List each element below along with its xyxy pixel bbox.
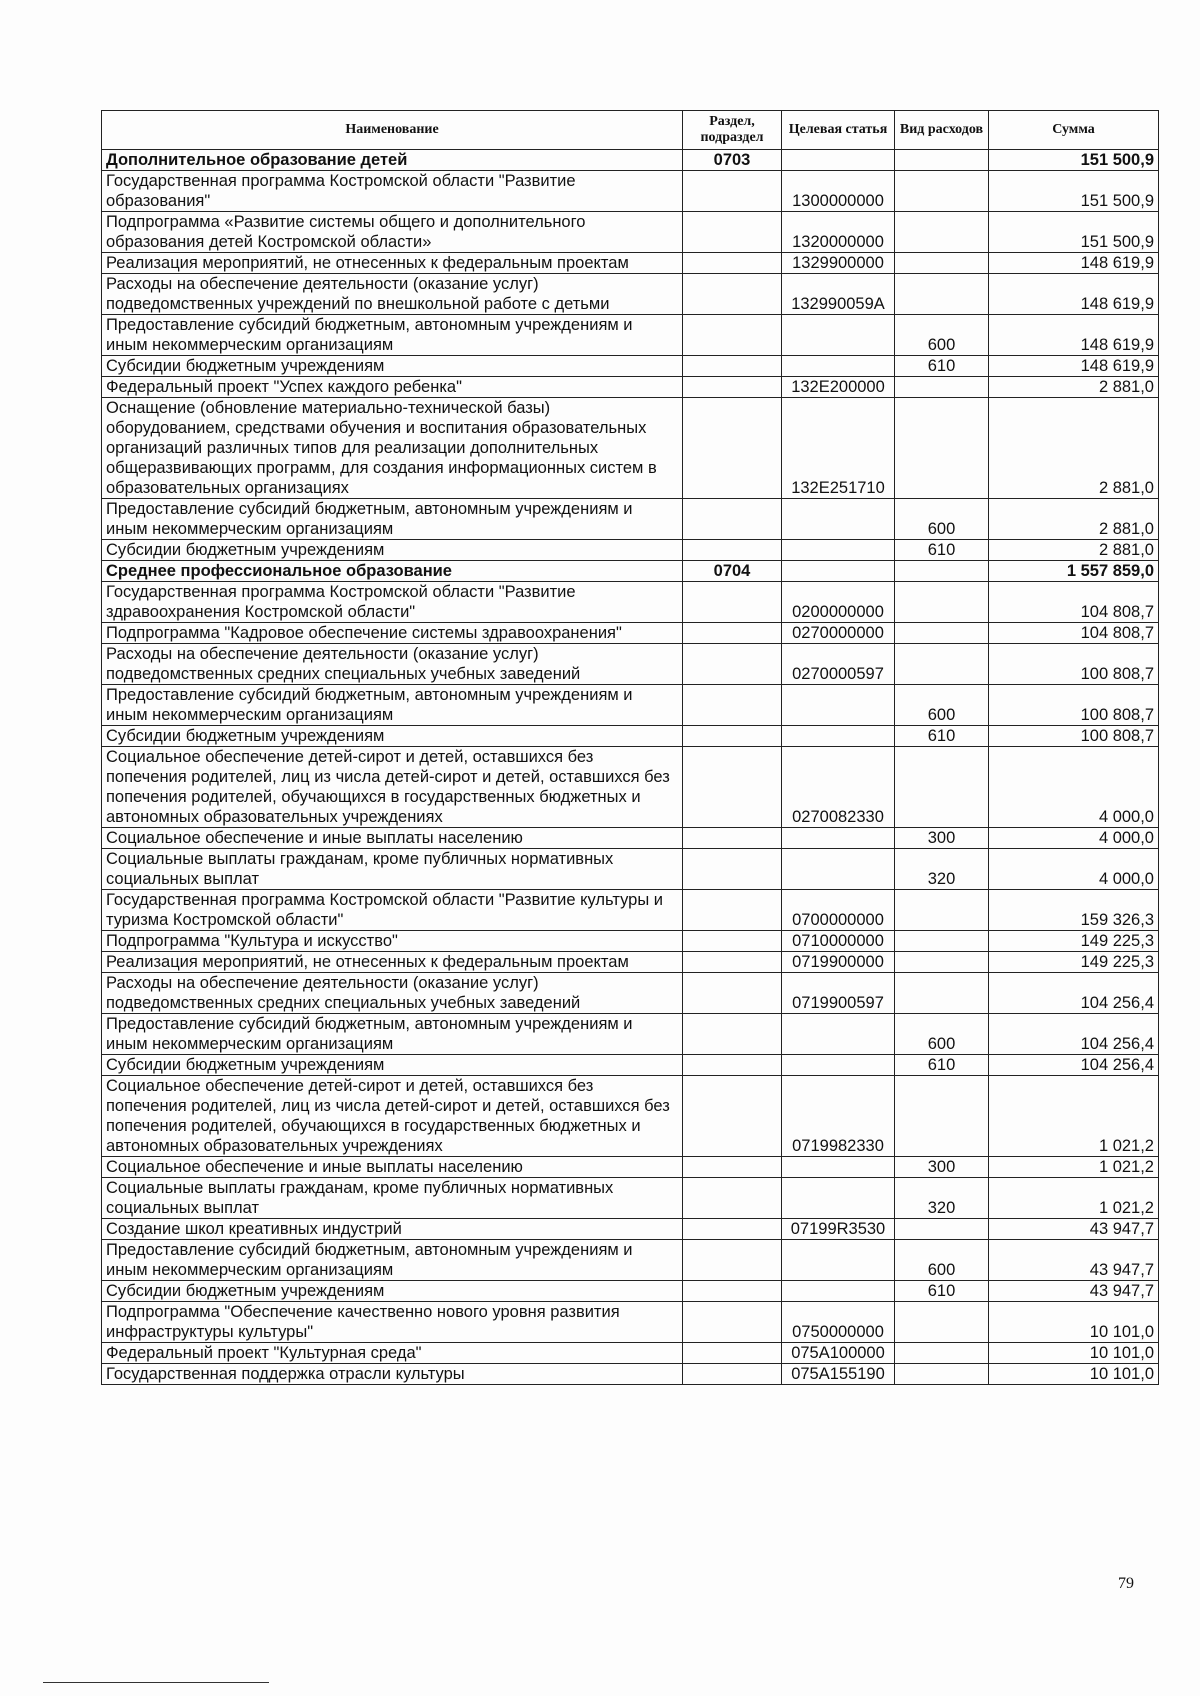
cell-section: [683, 1364, 782, 1385]
cell-section: [683, 1055, 782, 1076]
cell-name: Предоставление субсидий бюджетным, автономным учреждениям и иным некоммерческим организациям: [102, 499, 683, 540]
cell-name: Расходы на обеспечение деятельности (оказание услуг) подведомственных средних специальных учебных заведений: [102, 973, 683, 1014]
cell-section: [683, 828, 782, 849]
cell-section: [683, 747, 782, 828]
cell-sum: 151 500,9: [989, 171, 1159, 212]
table-header-row: [102, 111, 1159, 150]
cell-target: 07199R3530: [782, 1219, 895, 1240]
cell-name: Субсидии бюджетным учреждениям: [102, 726, 683, 747]
cell-name: Предоставление субсидий бюджетным, автономным учреждениям и иным некоммерческим организациям: [102, 1014, 683, 1055]
table-row: [102, 1343, 1159, 1364]
cell-name: Подпрограмма «Развитие системы общего и дополнительного образования детей Костромской области»: [102, 212, 683, 253]
cell-target: [782, 1240, 895, 1281]
cell-type: [895, 747, 989, 828]
cell-name: Социальное обеспечение и иные выплаты населению: [102, 828, 683, 849]
cell-sum: 148 619,9: [989, 315, 1159, 356]
cell-name: Государственная программа Костромской области "Развитие культуры и туризма Костромской области": [102, 890, 683, 931]
cell-type: [895, 890, 989, 931]
cell-name: Государственная программа Костромской области "Развитие образования": [102, 171, 683, 212]
cell-sum: 159 326,3: [989, 890, 1159, 931]
cell-name: Реализация мероприятий, не отнесенных к федеральным проектам: [102, 253, 683, 274]
cell-target: 1300000000: [782, 171, 895, 212]
cell-type: [895, 973, 989, 1014]
cell-type: [895, 398, 989, 499]
cell-section: [683, 274, 782, 315]
cell-type: [895, 1343, 989, 1364]
cell-type: 610: [895, 1281, 989, 1302]
table-row: [102, 1364, 1159, 1385]
cell-section: [683, 398, 782, 499]
cell-section: [683, 1178, 782, 1219]
cell-sum: 43 947,7: [989, 1240, 1159, 1281]
table-row: [102, 274, 1159, 315]
cell-section: [683, 356, 782, 377]
cell-target: 132990059А: [782, 274, 895, 315]
cell-type: [895, 1302, 989, 1343]
cell-target: 0719982330: [782, 1076, 895, 1157]
cell-section: [683, 644, 782, 685]
cell-name: Создание школ креативных индустрий: [102, 1219, 683, 1240]
cell-type: [895, 1364, 989, 1385]
cell-name: Дополнительное образование детей: [102, 150, 683, 171]
table-row: [102, 253, 1159, 274]
cell-sum: 149 225,3: [989, 952, 1159, 973]
cell-target: [782, 1157, 895, 1178]
cell-target: [782, 1055, 895, 1076]
cell-name: Социальное обеспечение и иные выплаты населению: [102, 1157, 683, 1178]
cell-sum: 104 256,4: [989, 1055, 1159, 1076]
cell-target: 132Е200000: [782, 377, 895, 398]
table-body: [102, 150, 1159, 1385]
table-row: [102, 1240, 1159, 1281]
table-row: [102, 1302, 1159, 1343]
cell-name: Подпрограмма "Культура и искусство": [102, 931, 683, 952]
cell-section: [683, 315, 782, 356]
cell-target: 075А155190: [782, 1364, 895, 1385]
cell-section: [683, 685, 782, 726]
table-row: [102, 726, 1159, 747]
cell-sum: 1 021,2: [989, 1178, 1159, 1219]
cell-type: [895, 561, 989, 582]
cell-sum: 10 101,0: [989, 1364, 1159, 1385]
cell-name: Среднее профессиональное образование: [102, 561, 683, 582]
cell-section: 0704: [683, 561, 782, 582]
budget-table: [101, 110, 1159, 1385]
page-number: 79: [1118, 1575, 1134, 1592]
cell-name: Государственная программа Костромской области "Развитие здравоохранения Костромской области": [102, 582, 683, 623]
table-row: [102, 212, 1159, 253]
cell-sum: 104 808,7: [989, 623, 1159, 644]
cell-name: Субсидии бюджетным учреждениям: [102, 1055, 683, 1076]
table-row: [102, 931, 1159, 952]
table-row: [102, 828, 1159, 849]
cell-type: 300: [895, 828, 989, 849]
cell-section: [683, 1302, 782, 1343]
header-section: Раздел, подраздел: [683, 111, 782, 150]
cell-type: 600: [895, 1240, 989, 1281]
table-row: [102, 623, 1159, 644]
cell-name: Реализация мероприятий, не отнесенных к федеральным проектам: [102, 952, 683, 973]
cell-type: [895, 253, 989, 274]
cell-name: Субсидии бюджетным учреждениям: [102, 1281, 683, 1302]
cell-section: [683, 499, 782, 540]
cell-name: Расходы на обеспечение деятельности (оказание услуг) подведомственных учреждений по внешкольной работе с детьми: [102, 274, 683, 315]
cell-target: [782, 1281, 895, 1302]
cell-sum: 104 808,7: [989, 582, 1159, 623]
cell-target: [782, 150, 895, 171]
table-row: [102, 356, 1159, 377]
cell-name: Социальные выплаты гражданам, кроме публичных нормативных социальных выплат: [102, 849, 683, 890]
cell-name: Государственная поддержка отрасли культуры: [102, 1364, 683, 1385]
cell-name: Социальное обеспечение детей-сирот и детей, оставшихся без попечения родителей, лиц из числа детей-сирот и детей, оставшихся без попечения родителей, обучающихся в государственных бюджетных и автономных образовательных учреждениях: [102, 747, 683, 828]
table-row: [102, 582, 1159, 623]
cell-target: 0700000000: [782, 890, 895, 931]
cell-type: [895, 171, 989, 212]
cell-sum: 4 000,0: [989, 849, 1159, 890]
cell-section: [683, 890, 782, 931]
cell-section: [683, 973, 782, 1014]
cell-target: [782, 356, 895, 377]
cell-name: Предоставление субсидий бюджетным, автономным учреждениям и иным некоммерческим организациям: [102, 1240, 683, 1281]
table-row: [102, 150, 1159, 171]
cell-target: [782, 1178, 895, 1219]
table-row: [102, 685, 1159, 726]
cell-sum: 43 947,7: [989, 1281, 1159, 1302]
cell-sum: 10 101,0: [989, 1302, 1159, 1343]
cell-type: 600: [895, 315, 989, 356]
table-row: [102, 1281, 1159, 1302]
cell-type: [895, 377, 989, 398]
table-row: [102, 1219, 1159, 1240]
cell-type: [895, 644, 989, 685]
cell-name: Социальные выплаты гражданам, кроме публичных нормативных социальных выплат: [102, 1178, 683, 1219]
cell-section: [683, 1281, 782, 1302]
cell-sum: 151 500,9: [989, 212, 1159, 253]
cell-target: 0200000000: [782, 582, 895, 623]
header-name: Наименование: [102, 111, 683, 150]
cell-target: [782, 540, 895, 561]
cell-type: [895, 952, 989, 973]
cell-name: Федеральный проект "Культурная среда": [102, 1343, 683, 1364]
cell-target: 0719900597: [782, 973, 895, 1014]
cell-target: 1329900000: [782, 253, 895, 274]
cell-sum: 10 101,0: [989, 1343, 1159, 1364]
cell-section: 0703: [683, 150, 782, 171]
cell-target: [782, 499, 895, 540]
table-row: [102, 1014, 1159, 1055]
cell-target: 0270000000: [782, 623, 895, 644]
cell-target: 075А100000: [782, 1343, 895, 1364]
cell-section: [683, 582, 782, 623]
cell-type: 320: [895, 849, 989, 890]
cell-sum: 148 619,9: [989, 356, 1159, 377]
table-row: [102, 644, 1159, 685]
cell-type: 300: [895, 1157, 989, 1178]
cell-sum: 4 000,0: [989, 828, 1159, 849]
table-row: [102, 398, 1159, 499]
table-row: [102, 890, 1159, 931]
cell-sum: 4 000,0: [989, 747, 1159, 828]
cell-section: [683, 212, 782, 253]
header-sum: Сумма: [989, 111, 1159, 150]
cell-section: [683, 171, 782, 212]
cell-type: [895, 582, 989, 623]
cell-sum: 1 021,2: [989, 1076, 1159, 1157]
cell-target: [782, 828, 895, 849]
cell-sum: 104 256,4: [989, 1014, 1159, 1055]
cell-type: [895, 212, 989, 253]
cell-sum: 1 021,2: [989, 1157, 1159, 1178]
cell-type: [895, 274, 989, 315]
table-row: [102, 849, 1159, 890]
cell-sum: 100 808,7: [989, 726, 1159, 747]
cell-section: [683, 931, 782, 952]
cell-target: 132Е251710: [782, 398, 895, 499]
cell-section: [683, 1157, 782, 1178]
cell-sum: 2 881,0: [989, 377, 1159, 398]
table-row: [102, 1157, 1159, 1178]
cell-type: 600: [895, 499, 989, 540]
cell-name: Предоставление субсидий бюджетным, автономным учреждениям и иным некоммерческим организациям: [102, 315, 683, 356]
cell-sum: 148 619,9: [989, 253, 1159, 274]
table-row: [102, 952, 1159, 973]
cell-name: Предоставление субсидий бюджетным, автономным учреждениям и иным некоммерческим организациям: [102, 685, 683, 726]
cell-sum: 43 947,7: [989, 1219, 1159, 1240]
cell-type: [895, 931, 989, 952]
cell-section: [683, 623, 782, 644]
cell-section: [683, 1219, 782, 1240]
table-row: [102, 499, 1159, 540]
cell-sum: 149 225,3: [989, 931, 1159, 952]
cell-target: [782, 1014, 895, 1055]
table-row: [102, 377, 1159, 398]
cell-type: 610: [895, 540, 989, 561]
cell-target: 0270000597: [782, 644, 895, 685]
cell-section: [683, 1240, 782, 1281]
cell-sum: 2 881,0: [989, 499, 1159, 540]
table-row: [102, 1076, 1159, 1157]
cell-section: [683, 726, 782, 747]
cell-name: Подпрограмма "Кадровое обеспечение системы здравоохранения": [102, 623, 683, 644]
cell-name: Социальное обеспечение детей-сирот и детей, оставшихся без попечения родителей, лиц из числа детей-сирот и детей, оставшихся без попечения родителей, обучающихся в государственных бюджетных и автономных образовательных учреждениях: [102, 1076, 683, 1157]
cell-sum: 1 557 859,0: [989, 561, 1159, 582]
cell-section: [683, 1343, 782, 1364]
table-row: [102, 1178, 1159, 1219]
cell-section: [683, 1014, 782, 1055]
cell-name: Субсидии бюджетным учреждениям: [102, 356, 683, 377]
cell-name: Субсидии бюджетным учреждениям: [102, 540, 683, 561]
header-type: Вид расходов: [895, 111, 989, 150]
table-row: [102, 747, 1159, 828]
cell-target: 0270082330: [782, 747, 895, 828]
cell-type: 610: [895, 1055, 989, 1076]
cell-target: 0710000000: [782, 931, 895, 952]
cell-section: [683, 253, 782, 274]
cell-type: [895, 1076, 989, 1157]
cell-target: [782, 849, 895, 890]
cell-target: 0750000000: [782, 1302, 895, 1343]
cell-type: [895, 150, 989, 171]
cell-target: 0719900000: [782, 952, 895, 973]
cell-type: [895, 1219, 989, 1240]
table-row: [102, 315, 1159, 356]
cell-type: [895, 623, 989, 644]
cell-name: Оснащение (обновление материально-технической базы) оборудованием, средствами обучения и воспитания образовательных организаций различных типов для реализации дополнительных общеразвивающих программ, для создания информационных систем в образовательных организациях: [102, 398, 683, 499]
cell-section: [683, 849, 782, 890]
table-row: [102, 973, 1159, 1014]
cell-type: 610: [895, 726, 989, 747]
cell-sum: 2 881,0: [989, 398, 1159, 499]
cell-target: [782, 685, 895, 726]
cell-target: 1320000000: [782, 212, 895, 253]
cell-type: 610: [895, 356, 989, 377]
header-target: Целевая статья: [782, 111, 895, 150]
cell-type: 600: [895, 1014, 989, 1055]
cell-type: 320: [895, 1178, 989, 1219]
cell-sum: 2 881,0: [989, 540, 1159, 561]
cell-sum: 151 500,9: [989, 150, 1159, 171]
table-row: [102, 540, 1159, 561]
table-row: [102, 561, 1159, 582]
cell-section: [683, 540, 782, 561]
cell-type: 600: [895, 685, 989, 726]
cell-sum: 100 808,7: [989, 685, 1159, 726]
table-row: [102, 171, 1159, 212]
footnote-divider: [43, 1682, 269, 1683]
cell-sum: 100 808,7: [989, 644, 1159, 685]
cell-section: [683, 952, 782, 973]
cell-section: [683, 1076, 782, 1157]
cell-target: [782, 561, 895, 582]
cell-sum: 148 619,9: [989, 274, 1159, 315]
cell-name: Федеральный проект "Успех каждого ребенка": [102, 377, 683, 398]
cell-target: [782, 315, 895, 356]
table-row: [102, 1055, 1159, 1076]
cell-name: Подпрограмма "Обеспечение качественно нового уровня развития инфраструктуры культуры": [102, 1302, 683, 1343]
cell-section: [683, 377, 782, 398]
cell-target: [782, 726, 895, 747]
cell-sum: 104 256,4: [989, 973, 1159, 1014]
cell-name: Расходы на обеспечение деятельности (оказание услуг) подведомственных средних специальных учебных заведений: [102, 644, 683, 685]
